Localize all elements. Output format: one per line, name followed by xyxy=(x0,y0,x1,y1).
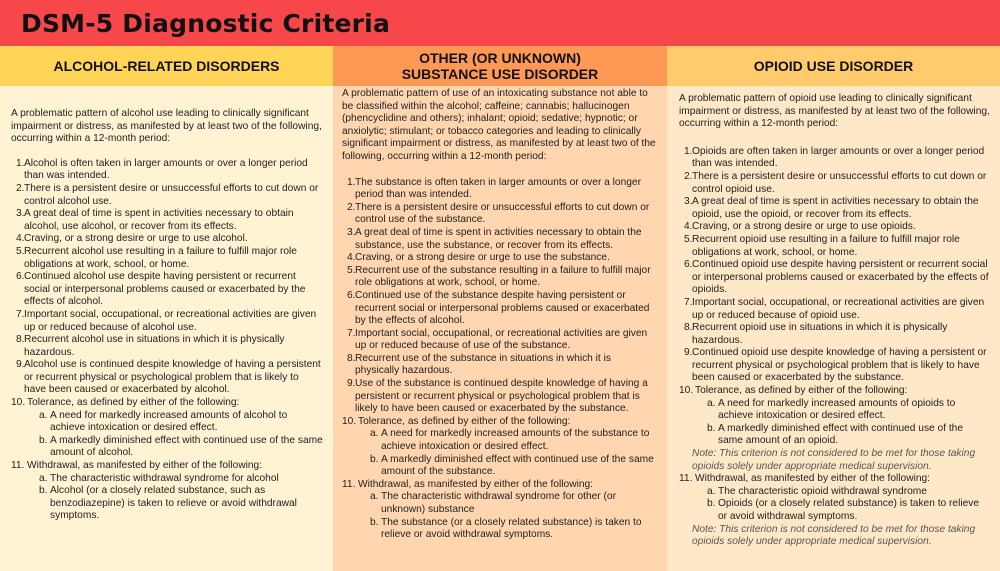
criterion-text: Recurrent use of the substance in situations in which it is physically hazardous. xyxy=(355,352,611,377)
column-heading-line: SUBSTANCE USE DISORDER xyxy=(401,66,599,82)
criterion-number: 9. xyxy=(347,378,356,390)
sub-criterion-letter: a. xyxy=(39,472,48,484)
criteria-list xyxy=(11,158,323,523)
criterion-item xyxy=(679,473,990,523)
column-heading-line: ALCOHOL-RELATED DISORDERS xyxy=(53,58,280,74)
criterion-number: 2. xyxy=(347,201,356,213)
sub-criterion-text: A need for markedly increased amounts of opioids to achieve intoxication or desired effect. xyxy=(718,397,956,422)
column-body xyxy=(667,86,1000,549)
sub-criterion-letter: b. xyxy=(707,498,716,510)
sub-criterion-letter: a. xyxy=(707,397,716,409)
column-heading-text xyxy=(53,58,279,74)
criterion-text: Important social, occupational, or recreational activities are given up or reduced because of use of the substance. xyxy=(355,327,648,352)
sub-criterion-letter: a. xyxy=(370,491,379,503)
sub-criterion-text: A markedly diminished effect with continued use of the same amount of alcohol. xyxy=(50,434,323,459)
criterion-text: Tolerance, as defined by either of the following: xyxy=(27,397,240,409)
sub-criteria-list xyxy=(358,428,657,478)
criterion-text: Recurrent opioid use resulting in a failure to fulfill major role obligations at work, school, or home. xyxy=(692,233,960,258)
criterion-item xyxy=(679,171,990,196)
column-body xyxy=(0,86,333,523)
sub-criteria-list xyxy=(695,398,990,448)
criterion-number: 7. xyxy=(347,327,356,339)
criterion-number: 5. xyxy=(347,264,356,276)
sub-criterion-item xyxy=(37,473,323,486)
criterion-text: Alcohol is often taken in larger amounts or over a longer period than was intended. xyxy=(24,157,308,182)
column-other-substance xyxy=(333,46,667,571)
sub-criterion-letter: a. xyxy=(370,428,379,440)
sub-criterion-letter: b. xyxy=(707,422,716,434)
criterion-number: 10. xyxy=(11,397,26,409)
criterion-number: 10. xyxy=(342,415,357,427)
criterion-number: 2. xyxy=(16,182,25,194)
criterion-number: 7. xyxy=(16,308,25,320)
criterion-item xyxy=(679,347,990,385)
criterion-item xyxy=(11,271,323,309)
criterion-text: Recurrent use of the substance resulting in a failure to fulfill major role obligations at work, school, or home. xyxy=(355,264,651,289)
criterion-text: Recurrent opioid use in situations in which it is physically hazardous. xyxy=(692,322,948,346)
criterion-number: 8. xyxy=(684,322,693,334)
sub-criterion-letter: b. xyxy=(39,434,48,446)
criterion-item xyxy=(342,252,657,265)
criterion-number: 2. xyxy=(684,170,693,182)
criterion-number: 6. xyxy=(684,259,693,271)
criterion-text: The substance is often taken in larger amounts or over a longer period than was intended. xyxy=(355,176,641,201)
column-heading-text xyxy=(402,50,599,82)
criterion-text: There is a persistent desire or unsuccessful efforts to cut down or control opioid use. xyxy=(692,170,987,195)
criterion-item xyxy=(342,479,657,542)
criterion-number: 1. xyxy=(16,157,25,169)
sub-criterion-item xyxy=(705,486,990,499)
sub-criterion-text: A markedly diminished effect with continued use of the same amount of an opioid. xyxy=(718,422,964,447)
criterion-item xyxy=(342,416,657,479)
criterion-text: Tolerance, as defined by either of the following: xyxy=(358,415,571,427)
column-heading-line: OPIOID USE DISORDER xyxy=(753,58,914,74)
criterion-text: Continued alcohol use despite having persistent or recurrent social or interpersonal problems caused or exacerbated by the effects of alcohol. xyxy=(24,271,306,308)
criterion-number: 6. xyxy=(347,289,356,301)
criterion-item xyxy=(11,359,323,397)
sub-criterion-text: The characteristic withdrawal syndrome for other (or unknown) substance xyxy=(381,491,616,515)
column-alcohol xyxy=(0,46,333,571)
sub-criterion-item xyxy=(705,498,990,523)
criteria-list xyxy=(679,146,990,549)
column-heading-text xyxy=(754,58,913,74)
criterion-item xyxy=(342,353,657,378)
criterion-item xyxy=(342,177,657,202)
criterion-text: Continued opioid use despite having persistent or recurrent social or interpersonal problems caused or exacerbated by the effects of opioids. xyxy=(692,259,989,296)
column-heading xyxy=(667,46,1000,86)
criterion-item xyxy=(11,208,323,233)
sub-criterion-letter: b. xyxy=(370,516,379,528)
criterion-number: 11. xyxy=(342,478,356,490)
sub-criterion-text: A markedly diminished effect with continued use of the same amount of the substance. xyxy=(381,453,654,478)
criteria-columns xyxy=(0,46,1000,571)
criterion-text: Tolerance, as defined by either of the following: xyxy=(695,385,908,397)
criterion-item xyxy=(679,385,990,448)
criteria-list xyxy=(342,177,657,542)
criterion-text: Opioids are often taken in larger amounts or over a longer period than was intended. xyxy=(692,145,985,170)
column-body xyxy=(333,86,667,542)
criterion-item xyxy=(342,202,657,227)
sub-criterion-item xyxy=(37,410,323,435)
sub-criterion-letter: a. xyxy=(707,485,716,497)
criterion-text: Craving, or a strong desire or urge to use opioids. xyxy=(692,221,916,233)
sub-criterion-item xyxy=(37,435,323,460)
sub-criterion-text: Opioids (or a closely related substance) is taken to relieve or avoid withdrawal symptoms. xyxy=(718,498,980,522)
criterion-text: There is a persistent desire or unsuccessful efforts to cut down or control alcohol use. xyxy=(24,182,319,207)
criterion-item xyxy=(11,158,323,183)
criterion-number: 1. xyxy=(347,176,356,188)
criterion-number: 11. xyxy=(679,473,693,485)
column-intro: A problematic pattern of opioid use leading to clinically significant impairment or distress, as manifested by at least two of the following, occurring within a 12-month period: xyxy=(679,93,990,130)
sub-criteria-list xyxy=(27,473,323,523)
criterion-number: 1. xyxy=(684,145,693,157)
criterion-item xyxy=(11,183,323,208)
criterion-item xyxy=(342,265,657,290)
sub-criterion-item xyxy=(37,485,323,523)
criterion-text: A great deal of time is spent in activities necessary to obtain alcohol, use alcohol, or recover from its effects. xyxy=(24,208,294,232)
criterion-text: Continued opioid use despite knowledge of having a persistent or recurrent physical or psychological problem that is likely to have been caused or exacerbated by the substance. xyxy=(692,347,987,384)
sub-criterion-text: The characteristic opioid withdrawal syndrome xyxy=(718,485,927,497)
criterion-number: 11. xyxy=(11,460,25,472)
criterion-number: 4. xyxy=(347,252,356,264)
criterion-text: Withdrawal, as manifested by either of the following: xyxy=(358,478,593,490)
criterion-text: There is a persistent desire or unsuccessful efforts to cut down or control use of the substance. xyxy=(355,201,650,226)
criterion-note: Note: This criterion is not considered to be met for those taking opioids solely under appropriate medical supervision. xyxy=(692,523,976,548)
sub-criterion-text: A need for markedly increased amounts of alcohol to achieve intoxication or desired effect. xyxy=(50,409,288,434)
column-heading-line: OTHER (OR UNKNOWN) xyxy=(419,50,581,66)
column-heading xyxy=(0,46,333,86)
criterion-text: Withdrawal, as manifested by either of the following: xyxy=(695,473,930,485)
criterion-number: 3. xyxy=(16,208,25,220)
criterion-text: A great deal of time is spent in activities necessary to obtain the substance, use the substance, or recover from its effects. xyxy=(355,226,642,251)
criterion-item xyxy=(342,290,657,328)
criterion-number: 4. xyxy=(684,221,693,233)
sub-criterion-letter: b. xyxy=(39,485,48,497)
sub-criteria-list xyxy=(695,486,990,524)
sub-criterion-item xyxy=(705,398,990,423)
criterion-number: 3. xyxy=(347,226,356,238)
criterion-note: Note: This criterion is not considered to be met for those taking opioids solely under appropriate medical supervision. xyxy=(692,448,976,472)
criterion-item xyxy=(679,322,990,347)
sub-criterion-item xyxy=(705,423,990,448)
criterion-text: Alcohol use is continued despite knowledge of having a persistent or recurrent physical or psychological problem that is likely to have been caused or exacerbated by alcohol. xyxy=(24,359,321,396)
criterion-text: Craving, or a strong desire or urge to use the substance. xyxy=(355,252,610,264)
criterion-number: 4. xyxy=(16,233,25,245)
sub-criterion-item xyxy=(368,428,657,453)
sub-criterion-text: Alcohol (or a closely related substance, such as benzodiazepine) is taken to relieve or avoid withdrawal symptoms. xyxy=(50,485,297,522)
page-title: DSM-5 Diagnostic Criteria xyxy=(21,8,391,38)
criterion-text: Continued use of the substance despite having persistent or recurrent social or interpersonal problems caused or exacerbated by the effects of alcohol. xyxy=(355,289,650,327)
criterion-item xyxy=(679,146,990,171)
sub-criteria-list xyxy=(27,410,323,460)
criterion-number: 5. xyxy=(16,245,25,257)
criterion-number: 10. xyxy=(679,385,694,397)
criterion-text: Withdrawal, as manifested by either of the following: xyxy=(27,460,262,472)
sub-criterion-text: The characteristic withdrawal syndrome for alcohol xyxy=(50,472,279,484)
sub-criterion-text: A need for markedly increased amounts of the substance to achieve intoxication or desired effect. xyxy=(381,428,650,453)
sub-criterion-item xyxy=(368,517,657,542)
criterion-number: 9. xyxy=(16,359,25,371)
criterion-item xyxy=(679,297,990,322)
criterion-item xyxy=(11,309,323,334)
criterion-number: 3. xyxy=(684,196,693,208)
criterion-item xyxy=(342,378,657,416)
column-opioid xyxy=(667,46,1000,571)
column-intro: A problematic pattern of alcohol use leading to clinically significant impairment or distress, as manifested by at least two of the following, occurring within a 12-month period: xyxy=(11,108,322,145)
criterion-number: 8. xyxy=(347,352,356,364)
criterion-number: 5. xyxy=(684,233,693,245)
criterion-text: Important social, occupational, or recreational activities are given up or reduced because of alcohol use. xyxy=(24,308,317,333)
criterion-text: Use of the substance is continued despite knowledge of having a persistent or recurrent physical or psychological problem that is likely to have been caused or exacerbated by the substance. xyxy=(355,378,648,415)
criterion-number: 9. xyxy=(684,347,693,359)
criterion-number: 6. xyxy=(16,271,25,283)
criterion-number: 7. xyxy=(684,296,693,308)
sub-criterion-item xyxy=(368,454,657,479)
criterion-item xyxy=(679,221,990,234)
criterion-item xyxy=(342,227,657,252)
criterion-text: Recurrent alcohol use resulting in a failure to fulfill major role obligations at work, school, or home. xyxy=(24,245,297,270)
criterion-item xyxy=(11,334,323,359)
criterion-text: A great deal of time is spent in activities necessary to obtain the opioid, use the opioid, or recover from its effects. xyxy=(692,196,979,220)
criterion-item xyxy=(342,328,657,353)
criterion-item xyxy=(11,460,323,523)
column-heading xyxy=(333,46,667,86)
criterion-number: 8. xyxy=(16,334,25,346)
criterion-item xyxy=(679,234,990,259)
criterion-text: Important social, occupational, or recreational activities are given up or reduced because of opioid use. xyxy=(692,296,985,321)
sub-criterion-letter: b. xyxy=(370,453,379,465)
title-bar xyxy=(0,0,1000,46)
sub-criterion-text: The substance (or a closely related substance) is taken to relieve or avoid withdrawal symptoms. xyxy=(381,516,642,541)
sub-criteria-list xyxy=(358,491,657,541)
column-intro: A problematic pattern of use of an intoxicating substance not able to be classified within the alcohol; caffeine; cannabis; hallucinogen (phencyclidine and others); inhalant; opioid; sedative; hypnotic; or anxiolytic; stimulant; or tobacco categories and leading to clinically significant impairment or distress, as manifested by at least two of the following, occurring within a 12-month period: xyxy=(342,88,656,162)
criterion-item xyxy=(11,397,323,460)
criterion-text: Recurrent alcohol use in situations in which it is physically hazardous. xyxy=(24,334,285,358)
sub-criterion-item xyxy=(368,491,657,516)
criterion-item xyxy=(679,259,990,297)
sub-criterion-letter: a. xyxy=(39,409,48,421)
criterion-item xyxy=(11,233,323,246)
criterion-item xyxy=(679,196,990,221)
criterion-item xyxy=(11,246,323,271)
criterion-text: Craving, or a strong desire or urge to use alcohol. xyxy=(24,233,248,245)
